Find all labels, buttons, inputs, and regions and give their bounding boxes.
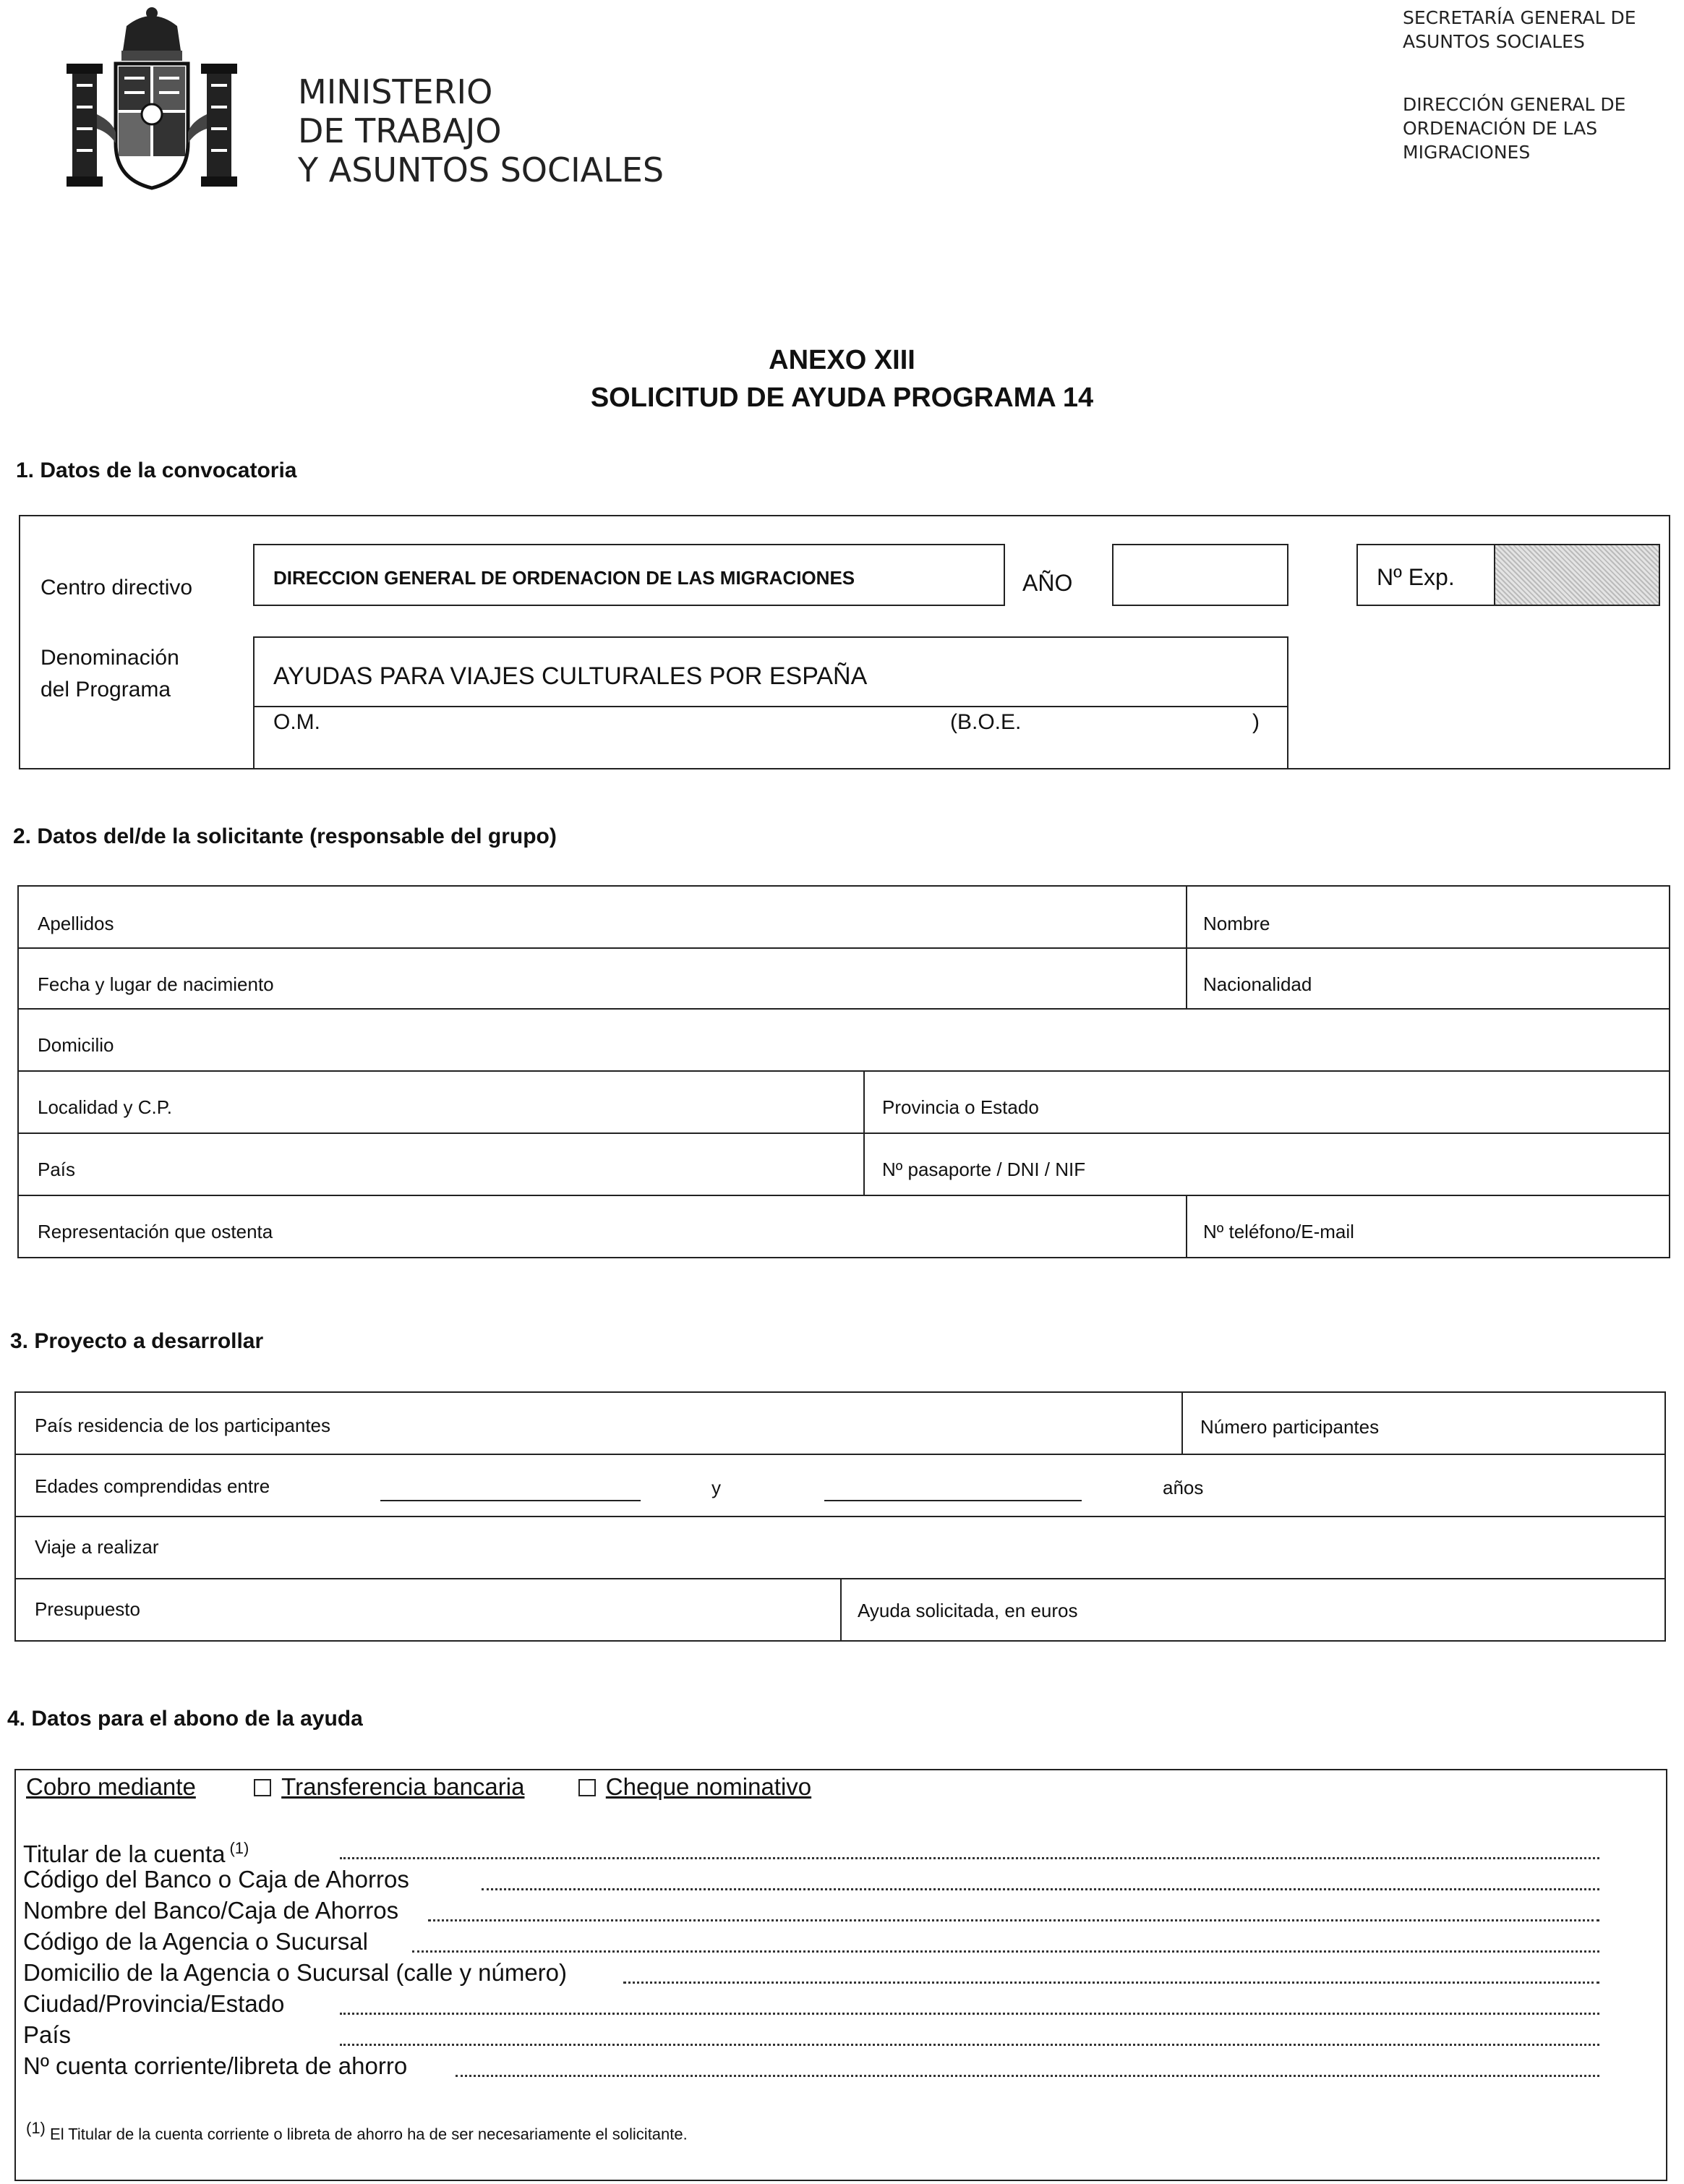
transferencia-checkbox[interactable] [254,1779,271,1796]
title-line-2: SOLICITUD DE AYUDA PROGRAMA 14 [590,383,1094,413]
denominacion-line: del Programa [40,678,171,701]
codigo-agencia-label: Código de la Agencia o Sucursal [23,1928,368,1955]
title-line-1: ANEXO XIII [769,345,915,375]
ayuda-field[interactable]: Ayuda solicitada, en euros [858,1600,1078,1621]
ciudad-label: Ciudad/Provincia/Estado [23,1990,285,2017]
edad-max-line[interactable] [824,1500,1082,1501]
cobro-row [26,1773,811,1801]
transferencia-label: Transferencia bancaria [281,1773,525,1800]
domicilio-agencia-field[interactable] [23,1957,1599,1988]
secretaria-line: SECRETARÍA GENERAL DE [1403,7,1636,28]
footnote-text: El Titular de la cuenta corriente o libreta de ahorro ha de ser necesariamente el solicitante. [50,2125,688,2144]
codigo-banco-dots [482,1888,1599,1890]
row-divider [17,947,1670,949]
ministry-line: Y ASUNTOS SOCIALES [298,150,664,189]
direccion-line: ORDENACIÓN DE LAS [1403,118,1598,139]
viaje-field[interactable]: Viaje a realizar [35,1536,159,1558]
apellidos-field[interactable]: Apellidos [38,913,114,934]
edad-min-line[interactable] [380,1500,641,1501]
fecha-lugar-field[interactable]: Fecha y lugar de nacimiento [38,973,274,995]
exp-field [1356,544,1660,606]
direccion-block [1403,93,1625,164]
col-divider [863,1132,865,1195]
localidad-field[interactable]: Localidad y C.P. [38,1096,172,1118]
footnote-ref: (1) [229,1839,249,1857]
anio-field[interactable] [1112,544,1288,606]
row-divider [17,1132,1670,1134]
exp-shaded-area [1494,545,1659,605]
y-label: y [711,1477,721,1498]
domicilio-field[interactable]: Domicilio [38,1034,114,1056]
cuenta-dots [456,2075,1599,2077]
titular-field[interactable] [23,1833,1599,1867]
secretaria-line: ASUNTOS SOCIALES [1403,31,1585,52]
anos-label: años [1163,1477,1204,1498]
direccion-line: DIRECCIÓN GENERAL DE [1403,94,1626,115]
ministry-line: MINISTERIO [298,72,493,111]
row-divider [17,1008,1670,1010]
secretaria-block [1403,6,1636,54]
section2-heading: 2. Datos del/de la solicitante (responsable del grupo) [13,824,557,848]
cuenta-label: Nº cuenta corriente/libreta de ahorro [23,2052,408,2079]
footnote [26,2119,688,2144]
numero-participantes-field[interactable]: Número participantes [1200,1416,1380,1438]
provincia-field[interactable]: Provincia o Estado [882,1096,1039,1118]
centro-label: Centro directivo [40,576,193,600]
codigo-banco-label: Código del Banco o Caja de Ahorros [23,1866,409,1893]
centro-field[interactable] [253,544,1005,606]
col-divider [1186,947,1187,1008]
row-divider [14,1516,1666,1517]
nombre-banco-dots [428,1919,1599,1921]
section2-table [17,885,1670,1258]
nombre-banco-field[interactable] [23,1895,1599,1926]
exp-label: Nº Exp. [1377,564,1455,590]
denominacion-label [40,642,179,706]
ministry-line: DE TRABAJO [298,111,502,150]
pais-banco-dots [340,2044,1599,2046]
col-divider [1186,1195,1187,1258]
row-divider [17,1070,1670,1072]
coat-of-arms-logo [58,6,246,195]
om-label: O.M. [273,710,320,734]
pais-residencia-field[interactable]: País residencia de los participantes [35,1415,331,1436]
section3-heading: 3. Proyecto a desarrollar [10,1329,264,1353]
domicilio-agencia-label: Domicilio de la Agencia o Sucursal (calle y número) [23,1959,568,1986]
programa-divider [255,706,1287,707]
footnote-mark: (1) [26,2119,46,2137]
ciudad-dots [340,2013,1599,2015]
document-title [0,341,1684,417]
presupuesto-field[interactable]: Presupuesto [35,1598,140,1620]
ciudad-field[interactable] [23,1988,1599,2019]
pais-banco-label: País [23,2021,72,2048]
codigo-agencia-field[interactable] [23,1926,1599,1957]
codigo-agencia-dots [412,1950,1599,1953]
col-divider [840,1578,842,1642]
programa-value: AYUDAS PARA VIAJES CULTURALES POR ESPAÑA [273,662,868,690]
titular-label: Titular de la cuenta [23,1840,226,1867]
domicilio-agencia-dots [623,1982,1599,1984]
ministry-name [298,72,664,189]
pasaporte-field[interactable]: Nº pasaporte / DNI / NIF [882,1159,1086,1180]
nacionalidad-field[interactable]: Nacionalidad [1203,973,1312,995]
pais-banco-field[interactable] [23,2019,1599,2050]
denominacion-line: Denominación [40,646,179,670]
col-divider [1181,1391,1183,1454]
cuenta-field[interactable] [23,2050,1599,2081]
boe-close: ) [1252,710,1260,734]
nombre-field[interactable]: Nombre [1203,913,1270,934]
section4-heading: 4. Datos para el abono de la ayuda [7,1707,363,1731]
boe-open: (B.O.E. [950,710,1022,734]
cheque-checkbox[interactable] [578,1779,596,1796]
representacion-field[interactable]: Representación que ostenta [38,1221,273,1242]
telefono-field[interactable]: Nº teléfono/E-mail [1203,1221,1354,1242]
col-divider [863,1070,865,1132]
banking-fields [23,1833,1599,2081]
titular-dots [340,1857,1599,1859]
section1-heading: 1. Datos de la convocatoria [16,458,297,482]
cobro-label: Cobro mediante [26,1773,196,1800]
centro-value: DIRECCION GENERAL DE ORDENACION DE LAS MIGRACIONES [273,567,855,589]
codigo-banco-field[interactable] [23,1864,1599,1895]
direccion-line: MIGRACIONES [1403,142,1531,163]
programa-field [253,636,1288,769]
cheque-label: Cheque nominativo [605,1773,812,1800]
anio-label: AÑO [1022,570,1073,596]
row-divider [14,1454,1666,1455]
row-divider [17,1195,1670,1196]
nombre-banco-label: Nombre del Banco/Caja de Ahorros [23,1897,399,1924]
edades-label: Edades comprendidas entre [35,1475,270,1497]
col-divider [1186,885,1187,947]
pais-field[interactable]: País [38,1159,76,1180]
